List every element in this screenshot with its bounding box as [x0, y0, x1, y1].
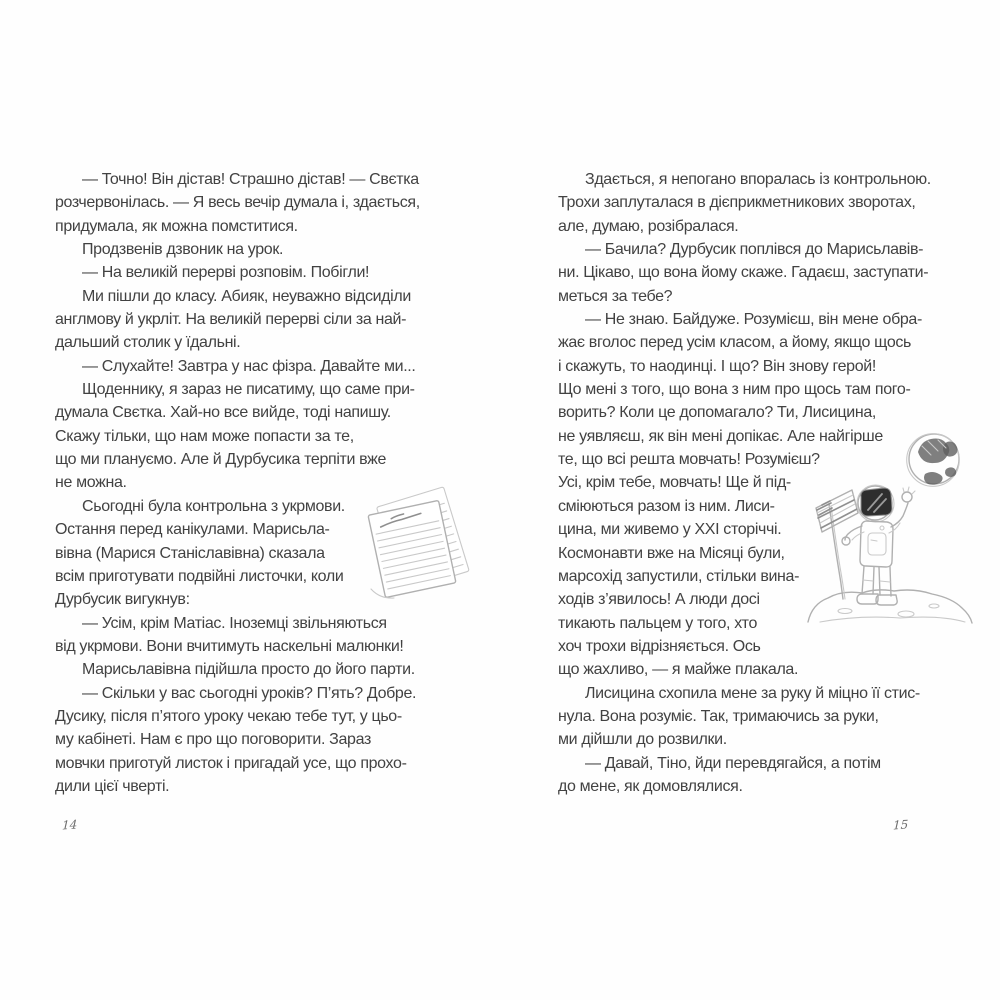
text-line: вівна (Марися Станіславівна) сказала [55, 544, 325, 562]
text-line: ворить? Коли це допомагало? Ти, Лисицина, [558, 404, 877, 422]
text-line: але, думаю, розібралася. [558, 217, 739, 235]
page-number-left: 14 [61, 817, 78, 833]
text-line: нула. Вона розуміє. Так, тримаючись за руки, [558, 707, 879, 725]
text-line: Трохи заплуталася в дієприкметникових зворотах, [558, 194, 916, 212]
text-line: сміюються разом із ним. Лиси- [558, 497, 775, 515]
text-line: ми дійшли до розвилки. [558, 731, 727, 749]
text-line: Ми пішли до класу. Абияк, неуважно відсиділи [82, 287, 411, 305]
text-line: хоч трохи відрізняється. Ось [558, 637, 761, 655]
text-line: Що мені з того, що вона з ним про щось там пого- [558, 381, 911, 399]
text-line: Усі, крім тебе, мовчать! Ще й під- [558, 474, 791, 492]
text-line: думала Свєтка. Хай-но все вийде, тоді напишу. [55, 404, 391, 422]
text-line: дили цієї чверті. [55, 777, 170, 795]
text-line: дальший столик у їдальні. [55, 334, 241, 352]
text-line: тикають пальцем у того, хто [558, 614, 758, 632]
text-line: Космонавти вже на Місяці були, [558, 544, 785, 562]
text-line: ходів з’явилось! А люди досі [558, 591, 760, 609]
text-line: ни. Цікаво, що вона йому скаже. Гадаєш, заступати- [558, 264, 929, 282]
text-line: Остання перед канікулами. Марисьла- [55, 521, 330, 539]
text-line: мовчки приготуй листок і пригадай усе, що прохо- [55, 754, 407, 772]
text-line: від укрмови. Вони вчитимуть наскельні малюнки! [55, 637, 404, 655]
text-line: Скажу тільки, що нам може попасти за те, [55, 427, 354, 445]
page-right-text [558, 168, 968, 798]
text-line: англмову й укрліт. На великій перерві сіли за най- [55, 311, 407, 329]
text-line: Продзвенів дзвоник на урок. [82, 241, 284, 259]
text-line: цина, ми живемо у XXI сторіччі. [558, 521, 782, 539]
text-line: придумала, як можна помститися. [55, 217, 298, 235]
text-line: — Усім, крім Матіас. Іноземці звільняються [82, 614, 387, 632]
text-line: марсохід запустили, стільки вина- [558, 567, 800, 585]
text-line: не можна. [55, 474, 127, 492]
text-line: Дурбусик вигукнув: [55, 591, 190, 609]
text-line: — Скільки у вас сьогодні уроків? П’ять? Добре. [82, 684, 417, 702]
text-line: Щоденнику, я зараз не писатиму, що саме при- [82, 381, 415, 399]
text-line: що жахливо, — я майже плакала. [558, 661, 799, 679]
text-line: і скажуть, то наодинці. І що? Він знову герой! [558, 357, 876, 375]
text-line: — Бачила? Дурбусик поплівся до Марисьлавів- [585, 241, 924, 259]
text-line: жає вголос перед усім класом, а йому, якщо щось [558, 334, 912, 352]
page-left-text [55, 168, 485, 798]
text-line: що ми плануємо. Але й Дурбусика терпіти вже [55, 451, 387, 469]
text-line: Лисицина схопила мене за руку й міцно її стис- [585, 684, 920, 702]
text-line: не уявляєш, як він мені допікає. Але найгірше [558, 427, 883, 445]
text-line: — Точно! Він дістав! Страшно дістав! — Свєтка [82, 171, 419, 188]
text-line: — Давай, Тіно, йди перевдягайся, а потім [585, 754, 881, 772]
text-line: Дусику, після п’ятого уроку чекаю тебе тут, у цьо- [55, 707, 402, 725]
text-line: розчервонілась. — Я весь вечір думала і, здається, [55, 194, 420, 212]
text-line: Марисьлавівна підійшла просто до його парти. [82, 661, 415, 679]
text-line: те, що всі решта мовчать! Розумієш? [558, 451, 820, 469]
text-line: Здається, я непогано впоралась із контрольною. [585, 171, 931, 188]
page-number-right: 15 [892, 817, 909, 833]
text-line: Сьогодні була контрольна з укрмови. [82, 497, 345, 515]
text-line: меться за тебе? [558, 287, 673, 305]
text-line: всім приготувати подвійні листочки, коли [55, 567, 344, 585]
text-line: до мене, як домовлялися. [558, 777, 743, 795]
text-line: — На великій перерві розповім. Побігли! [82, 264, 370, 282]
text-line: му кабінеті. Нам є про що поговорити. Зараз [55, 731, 371, 749]
text-line: — Слухайте! Завтра у нас фізра. Давайте ми... [82, 357, 416, 375]
text-line: — Не знаю. Байдуже. Розумієш, він мене обра- [585, 311, 922, 329]
